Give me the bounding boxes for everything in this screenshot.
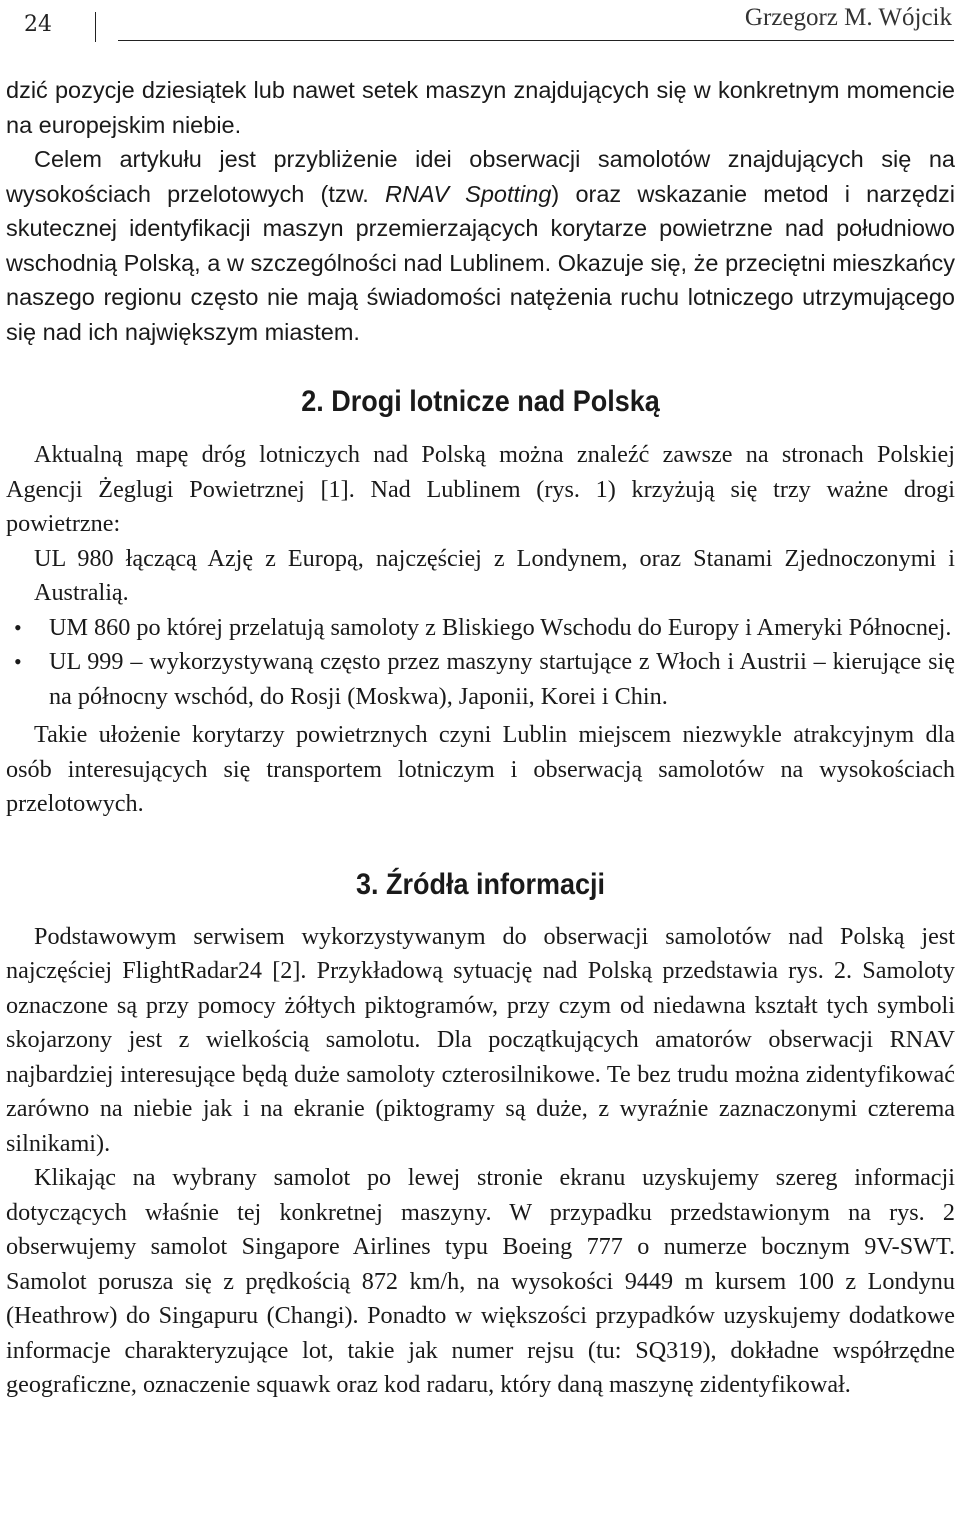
section-2-paragraph-2: Takie ułożenie korytarzy powietrznych czyni Lublin miejscem niezwykle atrakcyjnym dla osób interesujących się transportem lotniczym i obserwacją samolotów na wysokościach przelotowych. — [6, 721, 955, 817]
article-body — [6, 73, 955, 1403]
list-item — [6, 611, 955, 646]
list-item — [6, 645, 955, 714]
section-3-paragraph-2: Klikając na wybrany samolot po lewej stronie ekranu uzyskujemy szereg informacji dotyczących właśnie tej konkretnej maszyny. W przypadku przedstawionym na rys. 2 obserwujemy samolot Singapore Airlines typu Boeing 777 o numerze bocznym 9V-SWT. Samolot porusza się z prędkością 872 km/h, na wysokości 9449 m kursem 100 z Londynu (Heathrow) do Singapuru (Changi). Ponadto w większości przypadków uzyskujemy dodatkowe informacje charakteryzujące lot, takie jak numer rejsu (tu: SQ319), dokładne współrzędne geograficzne, oznaczenie squawk oraz kod radaru, który daną maszynę zidentyfikował. — [6, 1164, 955, 1398]
running-head-author: Grzegorz M. Wójcik — [744, 4, 952, 31]
list-item-text: UL 980 łączącą Azję z Europą, najczęściej z Londynem, oraz Stanami Zjednoczonymi i Australią. — [34, 544, 955, 606]
intro-text-before: Celem artykułu jest przybliżenie idei obserwacji samolotów znajdujących się na wysokościach przelotowych (tzw. — [6, 146, 955, 207]
bullet-icon: • — [14, 649, 22, 674]
header-rule — [118, 40, 954, 41]
list-item-text: UL 999 – wykorzystywaną często przez maszyny startujące z Włoch i Austrii – kierujące się na północny wschód, do Rosji (Moskwa), Japonii, Korei i Chin. — [49, 648, 955, 710]
intro-paragraph-1: dzić pozycje dziesiątek lub nawet setek maszyn znajdujących się w konkretnym momencie na europejskim niebie. — [6, 77, 955, 138]
list-item — [6, 542, 955, 611]
page-header — [0, 0, 960, 60]
section-3-heading: 3. Źródła informacji — [355, 867, 606, 901]
section-3-paragraph-1: Podstawowym serwisem wykorzystywanym do obserwacji samolotów nad Polską jest najczęściej FlightRadar24 [2]. Przykładową sytuację nad Polską przedstawia rys. 2. Samoloty oznaczone są przy pomocy żółtych piktogramów, przy czym od niedawna kształt tych symboli skojarzony jest z wielkością samolotu. Dla początkujących amatorów obserwacji RNAV najbardziej interesujące będą duże samoloty czterosilnikowe. Te bez trudu można zidentyfikować zarówno na niebie jak i na ekranie (piktogramy są duże, z wyraźnie zaznaczonymi czterema silnikami). — [6, 922, 955, 1157]
bullet-icon: • — [14, 614, 22, 640]
intro-paragraph-2 — [6, 142, 955, 349]
section-2-heading: 2. Drogi lotnicze nad Polską — [301, 385, 660, 418]
list-item-text: UM 860 po której przelatują samoloty z Bliskiego Wschodu do Europy i Ameryki Północnej. — [49, 613, 952, 641]
intro-text-after: ) oraz wskazanie metod i narzędzi skutecznej identyfikacji maszyn przemierzających korytarze powietrzne nad południowo wschodnią Polską, a w szczególności nad Lublinem. Okazuje się, że przeciętni mieszkańcy naszego regionu często nie mają świadomości natężenia ruchu lotniczego utrzymującego się nad ich największym miastem. — [6, 180, 955, 345]
header-divider — [95, 12, 96, 42]
page-number: 24 — [24, 12, 52, 37]
intro-term-italic: RNAV Spotting — [385, 180, 552, 207]
section-2-paragraph-1: Aktualną mapę dróg lotniczych nad Polską można znaleźć zawsze na stronach Polskiej Agencji Żeglugi Powietrznej [1]. Nad Lublinem (rys. 1) krzyżują się trzy ważne drogi powietrzne: — [6, 441, 955, 537]
airways-list — [6, 542, 955, 715]
